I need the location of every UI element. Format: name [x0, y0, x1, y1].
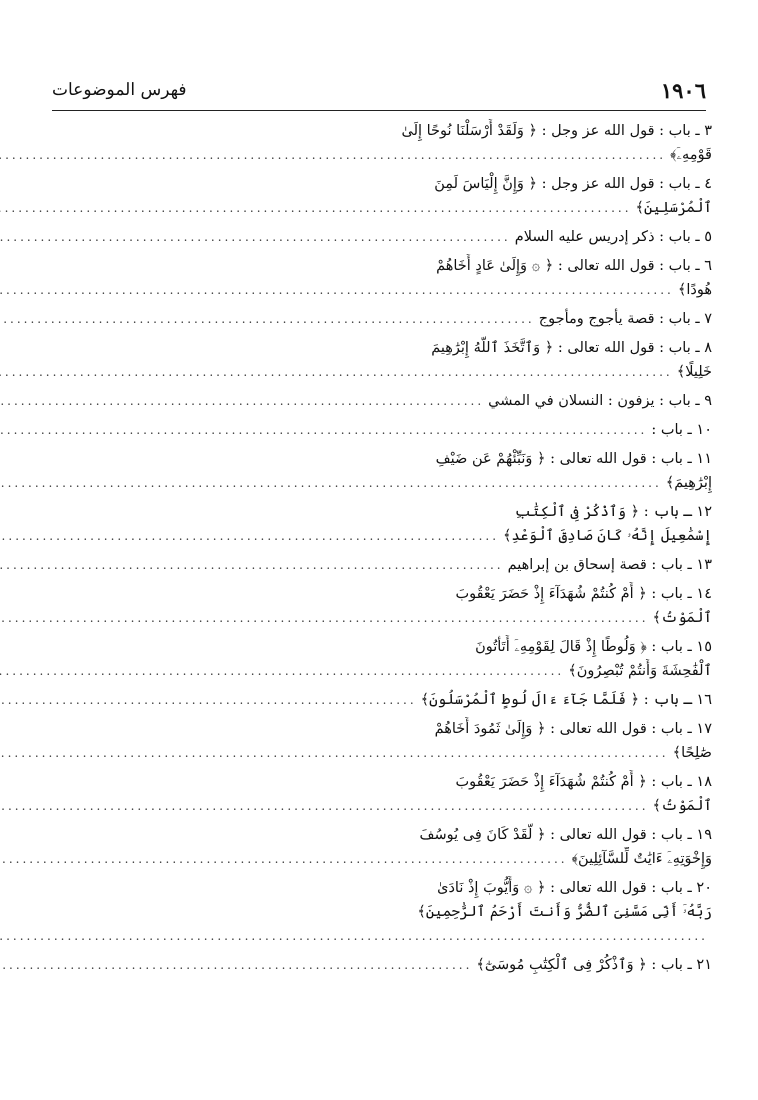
entry-title: ١٥ ـ باب : ﴿ وَلُوطًا إِذْ قَالَ لِقَوْمِهِۦٓ أَتَأْتُونَ [475, 639, 712, 655]
entry-continuation: ٱلْمَوْتُ﴾ [652, 610, 712, 626]
page-number: ١٩٠٦ [660, 77, 706, 103]
entry-line [0, 471, 712, 495]
entry-line [0, 741, 712, 765]
leader-dots [0, 196, 632, 220]
page-header [52, 70, 706, 111]
index-entry [0, 630, 712, 683]
entry-line [0, 225, 712, 249]
entry-line [0, 500, 712, 524]
entry-continuation: قَوْمِهِۦٓ﴾ [670, 147, 712, 163]
entry-title: ١٩ ـ باب : قول الله تعالى : ﴿ لَّقَدْ كَانَ فِى يُوسُفَ [419, 827, 712, 843]
entry-continuation: صَٰلِحًا﴾ [672, 745, 712, 761]
entry-title: ٢٠ ـ باب : قول الله تعالى : ﴿ ۞ وَأَيُّوبَ إِذْ نَادَىٰ [437, 880, 712, 896]
right-column [0, 114, 718, 1039]
entry-title: ١٦ ـ باب : ﴿ فَلَمَّا جَآءَ ءَالَ لُوطٍ ٱلْمُرْسَلُونَ﴾ [420, 692, 712, 708]
entry-line [0, 823, 712, 847]
leader-dots [0, 389, 484, 413]
entry-title: ١٤ ـ باب : ﴿ أَمْ كُنتُمْ شُهَدَآءَ إِذْ حَضَرَ يَعْقُوبَ [455, 586, 712, 602]
entry-line [0, 307, 712, 331]
entry-line [0, 924, 712, 948]
entry-continuation: وَإِخْوَتِهِۦٓ ءَايَٰتٌ لِّلسَّآئِلِينَ﴾ [571, 851, 712, 867]
entry-line [0, 717, 712, 741]
entry-line [0, 524, 712, 548]
leader-dots [0, 741, 669, 765]
entry-continuation: هُودًا﴾ [677, 282, 712, 298]
entry-line [0, 553, 712, 577]
leader-dots [0, 278, 674, 302]
entry-line [0, 447, 712, 471]
entry-line [0, 196, 712, 220]
entry-line [0, 119, 712, 143]
entry-title: ١٠ ـ باب : [651, 422, 712, 438]
index-entry [0, 384, 712, 413]
index-entry [0, 220, 712, 249]
index-entry [0, 114, 712, 167]
leader-dots [0, 924, 708, 948]
entry-continuation: رَبَّهُۥٓ أَنِّى مَسَّنِىَ ٱلضُّرُّ وَأَنتَ أَرْحَمُ ٱلرَّٰحِمِينَ﴾ [417, 904, 712, 920]
index-entry [0, 413, 712, 442]
entry-line [0, 389, 712, 413]
entry-continuation: ٱلْمَوْتُ﴾ [652, 798, 712, 814]
leader-dots [0, 847, 568, 871]
entry-line [0, 635, 712, 659]
index-entry [0, 167, 712, 220]
entry-title: ١٢ ـ باب : ﴿ وَٱذْكُرْ فِى ٱلْكِتَٰبِ [514, 504, 712, 520]
index-entry [0, 765, 712, 818]
entry-title: ٢١ ـ باب : ﴿ وَٱذْكُرْ فِى ٱلْكِتَٰبِ مُوسَىٰٓ﴾ [476, 957, 712, 973]
leader-dots [0, 794, 649, 818]
entry-line [0, 659, 712, 683]
entry-line [0, 688, 712, 712]
entry-line [0, 143, 712, 167]
index-entry [0, 818, 712, 871]
entry-line [0, 953, 712, 977]
leader-dots [0, 688, 417, 712]
leader-dots [0, 553, 504, 577]
entry-line [0, 336, 712, 360]
entry-line [0, 278, 712, 302]
entry-line [0, 172, 712, 196]
index-entry [0, 548, 712, 577]
entry-title: ٦ ـ باب : قول الله تعالى : ﴿ ۞ وَإِلَىٰ عَادٍ أَخَاهُمْ [436, 258, 712, 274]
leader-dots [0, 307, 535, 331]
index-columns [50, 114, 718, 1039]
leader-dots [0, 471, 662, 495]
leader-dots [0, 659, 564, 683]
leader-dots [0, 418, 647, 442]
leader-dots [0, 225, 511, 249]
entry-title: ١١ ـ باب : قول الله تعالى : ﴿ وَنَبِّئْهُمْ عَن ضَيْفِ [435, 451, 712, 467]
entry-continuation: إِسْمَٰعِيلَ إِنَّهُۥ كَانَ صَادِقَ ٱلْوَعْدِ﴾ [503, 528, 712, 544]
leader-dots [0, 606, 649, 630]
entry-continuation: ٱلْمُرْسَلِينَ﴾ [635, 200, 712, 216]
entry-title: ٥ ـ باب : ذكر إدريس عليه السلام [514, 229, 712, 245]
entry-line [0, 606, 712, 630]
entry-title: ١٣ ـ باب : قصة إسحاق بن إبراهيم [507, 557, 712, 573]
entry-title: ٨ ـ باب : قول الله تعالى : ﴿ وَٱتَّخَذَ ٱللَّهُ إِبْرَٰهِيمَ [431, 340, 712, 356]
index-entry [0, 683, 712, 712]
index-entry [0, 331, 712, 384]
entry-line [0, 360, 712, 384]
entry-line [0, 794, 712, 818]
entry-line [0, 418, 712, 442]
entry-line [0, 582, 712, 606]
entry-line [0, 847, 712, 871]
entry-title: ١٨ ـ باب : ﴿ أَمْ كُنتُمْ شُهَدَآءَ إِذْ حَضَرَ يَعْقُوبَ [455, 774, 712, 790]
index-entry [0, 249, 712, 302]
index-entry [0, 712, 712, 765]
entry-line [0, 876, 712, 900]
entry-title: ٧ ـ باب : قصة يأجوج ومأجوج [538, 311, 712, 327]
index-entry [0, 577, 712, 630]
leader-dots [0, 524, 499, 548]
entry-title: ٤ ـ باب : قول الله عز وجل : ﴿ وَإِنَّ إِلْيَاسَ لَمِنَ [434, 176, 712, 192]
entry-line [0, 254, 712, 278]
entry-continuation: إِبْرَٰهِيمَ﴾ [665, 475, 712, 491]
entry-title: ٩ ـ باب : يزفون : النسلان في المشي [488, 393, 712, 409]
index-entry [0, 442, 712, 495]
index-entry [0, 302, 712, 331]
index-entry [0, 495, 712, 548]
leader-dots [0, 143, 666, 167]
index-entry [0, 948, 712, 977]
entry-continuation: خَلِيلًا﴾ [676, 364, 712, 380]
entry-title: ٣ ـ باب : قول الله عز وجل : ﴿ وَلَقَدْ أَرْسَلْنَا نُوحًا إِلَىٰ [401, 123, 712, 139]
page-title: فهرس الموضوعات [52, 80, 187, 100]
index-entry [0, 871, 712, 948]
entry-title: ١٧ ـ باب : قول الله تعالى : ﴿ وَإِلَىٰ ثَمُودَ أَخَاهُمْ [434, 721, 712, 737]
leader-dots [0, 953, 472, 977]
entry-continuation: ٱلْفَٰحِشَةَ وَأَنتُمْ تُبْصِرُونَ﴾ [568, 663, 712, 679]
entry-line [0, 770, 712, 794]
leader-dots [0, 360, 673, 384]
